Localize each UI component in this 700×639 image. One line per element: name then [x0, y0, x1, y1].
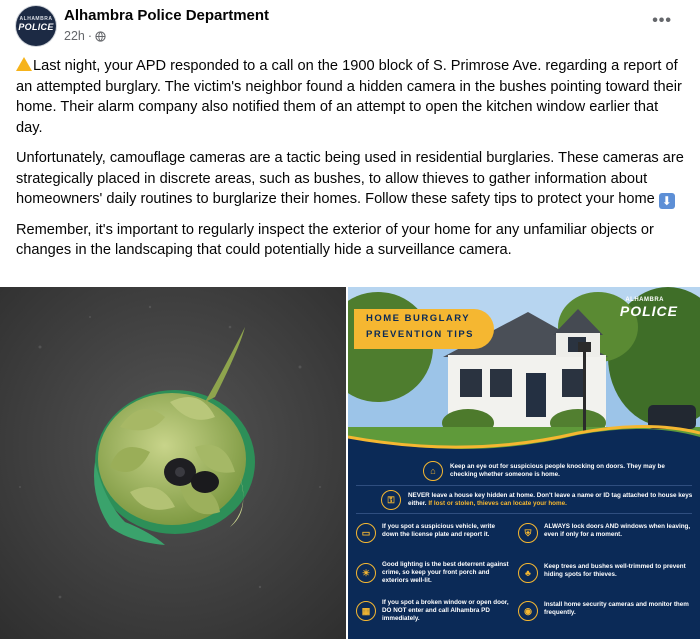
post-paragraph-3: Remember, it's important to regularly inspect the exterior of your home for any unfamiliar objects or changes in the landscaping that could potentially hide a surveillance camera.: [16, 221, 654, 258]
page-name-link[interactable]: Alhambra Police Department: [64, 7, 270, 24]
post-meta: [64, 29, 106, 43]
post-timestamp[interactable]: 22h: [64, 29, 85, 43]
tip-divider: [356, 485, 692, 486]
meta-separator: ·: [87, 29, 93, 43]
door-knock-icon: ⌂: [423, 461, 443, 481]
banner-title-line2: PREVENTION TIPS: [366, 329, 475, 340]
post-body: [16, 56, 684, 271]
tip-key-text: NEVER leave a house key hidden at home. Don't leave a name or ID tag attached to house keys either.: [408, 492, 693, 507]
hidden-camera-photo[interactable]: [0, 287, 346, 639]
public-globe-icon: [95, 31, 106, 42]
post-header: [0, 0, 700, 52]
key-icon: ⚿: [381, 490, 401, 510]
warning-emoji-icon: [16, 57, 32, 71]
tip-locks: ALWAYS lock doors AND windows when leaving, even if only for a moment.: [544, 523, 691, 538]
tree-icon: ♣: [518, 563, 538, 583]
camouflage-camera-illustration: [0, 287, 346, 639]
tip-key-highlight: If lost or stolen, thieves can locate your home.: [428, 500, 567, 507]
tip-divider: [356, 513, 692, 514]
page-avatar[interactable]: [16, 6, 56, 46]
tip-cameras: Install home security cameras and monitor them frequently.: [544, 601, 689, 616]
flyer-house-photo: [348, 287, 700, 457]
avatar-text-main: POLICE: [18, 22, 54, 32]
flyer-logo-main: POLICE: [619, 303, 678, 319]
tip-vehicle: If you spot a suspicious vehicle, write down the license plate and report it.: [382, 523, 496, 538]
banner-title-line1: HOME BURGLARY: [366, 313, 471, 324]
security-camera-icon: ◉: [518, 601, 538, 621]
shield-lock-icon: ⛨: [518, 523, 538, 543]
flyer-banner: [354, 309, 494, 349]
tip-lighting: Good lighting is the best deterrent against crime, so keep your front porch and exteriors well-lit.: [382, 561, 509, 584]
tip-window: If you spot a broken window or open door, DO NOT enter and call Alhambra PD immediately.: [382, 599, 509, 622]
lightbulb-icon: ☀: [356, 563, 376, 583]
broken-window-icon: ▦: [356, 601, 376, 621]
tip-knock: Keep an eye out for suspicious people knocking on doors. They may be checking whether someone is home.: [450, 463, 665, 478]
prevention-tips-flyer[interactable]: [348, 287, 700, 639]
car-icon: ▭: [356, 523, 376, 543]
flyer-logo-top: ALHAMBRA: [625, 297, 664, 303]
down-arrow-emoji-icon: ⬇: [659, 193, 675, 209]
tip-trees: Keep trees and bushes well-trimmed to prevent hiding spots for thieves.: [544, 563, 686, 578]
post-paragraph-2: Unfortunately, camouflage cameras are a tactic being used in residential burglaries. These cameras are strategically placed in discrete areas, such as bushes, to allow thieves to gather information about homeowners' daily routines to burglarize their homes. Follow these safety tips to protect your home ⬇: [16, 150, 684, 208]
tip-key: [408, 492, 694, 508]
more-options-button[interactable]: •••: [652, 12, 672, 29]
post-paragraph-1: Last night, your APD responded to a call on the 1900 block of S. Primrose Ave. regarding a report of an attempted burglary. The victim's neighbor found a hidden camera in the bushes pointing toward their home. Their alarm company also notified them of an attempt to open the kitchen window earlier that day.: [16, 58, 682, 136]
avatar-text-top: ALHAMBRA: [19, 16, 53, 22]
